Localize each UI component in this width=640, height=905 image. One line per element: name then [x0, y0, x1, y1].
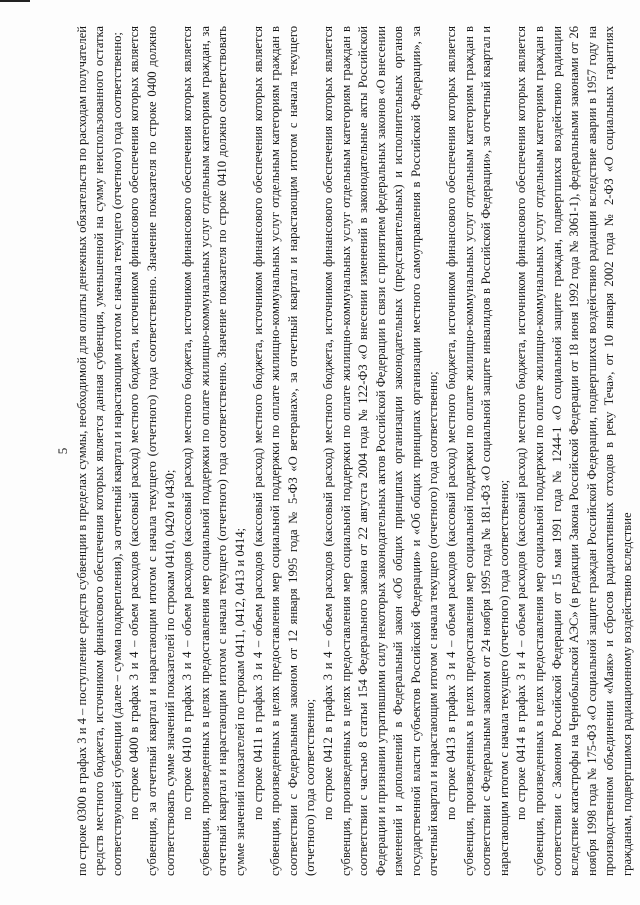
paragraph-row-0412: по строке 0412 в графах 3 и 4 – объем расходов (кассовый расход) местного бюджета, источником финансового обеспечения которых является субвенция, произведенных в целях предоставления мер социальной поддержки по оплате жилищно-коммунальных услуг отдельным категориям граждан в соответствии с частью 8 статьи 154 Федерального закона от 22 августа 2004 года № 122-ФЗ «О внесении изменений в законодательные акты Российской Федерации и признании утратившими силу некоторых законодательных актов Российской Федерации в связи с принятием федеральных законов «О внесении изменений и дополнений в Федеральный закон «Об общих принципах организации законодательных (представительных) и исполнительных органов государственной власти субъектов Российской Федерации» и «Об общих принципах организации местного самоуправления в Российской Федерации», за отчетный квартал и нарастающим итогом с начала текущего (отчетного) года соответственно; [320, 26, 441, 876]
page-corner-mark [0, 0, 30, 2]
paragraph-row-0413: по строке 0413 в графах 3 и 4 – объем расходов (кассовый расход) местного бюджета, источником финансового обеспечения которых является субвенция, произведенных в целях предоставления мер социальной поддержки по оплате жилищно-коммунальных услуг отдельным категориям граждан в соответствии с Федеральным законом от 24 ноября 1995 года № 181-ФЗ «О социальной защите инвалидов в Российской Федерации», за отчетный квартал и нарастающим итогом с начала текущего (отчетного) года соответственно; [444, 26, 511, 876]
paragraph-row-0411: по строке 0411 в графах 3 и 4 – объем расходов (кассовый расход) местного бюджета, источником финансового обеспечения которых является субвенция, произведенных в целях предоставления мер социальной поддержки по оплате жилищно-коммунальных услуг отдельным категориям граждан в соответствии с Федеральным законом от 12 января 1995 года № 5-ФЗ «О ветеранах», за отчетный квартал и нарастающим итогом с начала текущего (отчетного) года соответственно; [250, 26, 318, 876]
paragraph-row-0400: по строке 0400 в графах 3 и 4 – объем расходов (кассовый расход) местного бюджета, источником финансового обеспечения которых является субвенция, за отчетный квартал и нарастающим итогом с начала текущего (отчетного) года соответственно. Значение показателя по строке 0400 должно соответствовать сумме значений показателей по строкам 0410, 0420 и 0430; [127, 26, 177, 876]
rotated-text-block [54, 26, 634, 876]
paragraph-row-0300: по строке 0300 в графах 3 и 4 – поступление средств субвенции в пределах суммы, необходимой для оплаты денежных обязательств по расходам получателей средств местного бюджета, источником финансового обеспечения которых является данная субвенция, уменьшенной на сумму неиспользованного остатка соответствующей субвенции (далее – сумма подкрепления), за отчетный квартал и нарастающим итогом с начала текущего (отчетного) года соответственно; [74, 26, 124, 876]
paragraph-row-0414: по строке 0414 в графах 3 и 4 – объем расходов (кассовый расход) местного бюджета, источником финансового обеспечения которых является субвенция, произведенных в целях предоставления мер социальной поддержки по оплате жилищно-коммунальных услуг отдельным категориям граждан в соответствии с Законом Российской Федерации от 15 мая 1991 года № 1244-1 «О социальной защите граждан, подвергшихся воздействию радиации вследствие катастрофы на Чернобыльской АЭС» (в редакции Закона Российской Федерации от 18 июня 1992 года № 3061-1), федеральными законами от 26 ноября 1998 года № 175-ФЗ «О социальной защите граждан Российской Федерации, подвергшихся воздействию радиации вследствие аварии в 1957 году на производственном объединении «Маяк» и сбросов радиоактивных отходов в реку Теча», от 10 января 2002 года № 2-ФЗ «О социальных гарантиях гражданам, подвергшимся радиационному воздействию вследствие [514, 26, 634, 876]
page-number: 5 [55, 447, 70, 455]
paragraph-row-0410: по строке 0410 в графах 3 и 4 – объем расходов (кассовый расход) местного бюджета, источником финансового обеспечения которых является субвенция, произведенных в целях предоставления мер социальной поддержки по оплате жилищно-коммунальных услуг отдельным категориям граждан, за отчетный квартал и нарастающим итогом с начала текущего (отчетного) года соответственно. Значение показателя по строке 0410 должно соответствовать сумме значений показателей по строкам 0411, 0412, 0413 и 0414; [180, 26, 247, 876]
